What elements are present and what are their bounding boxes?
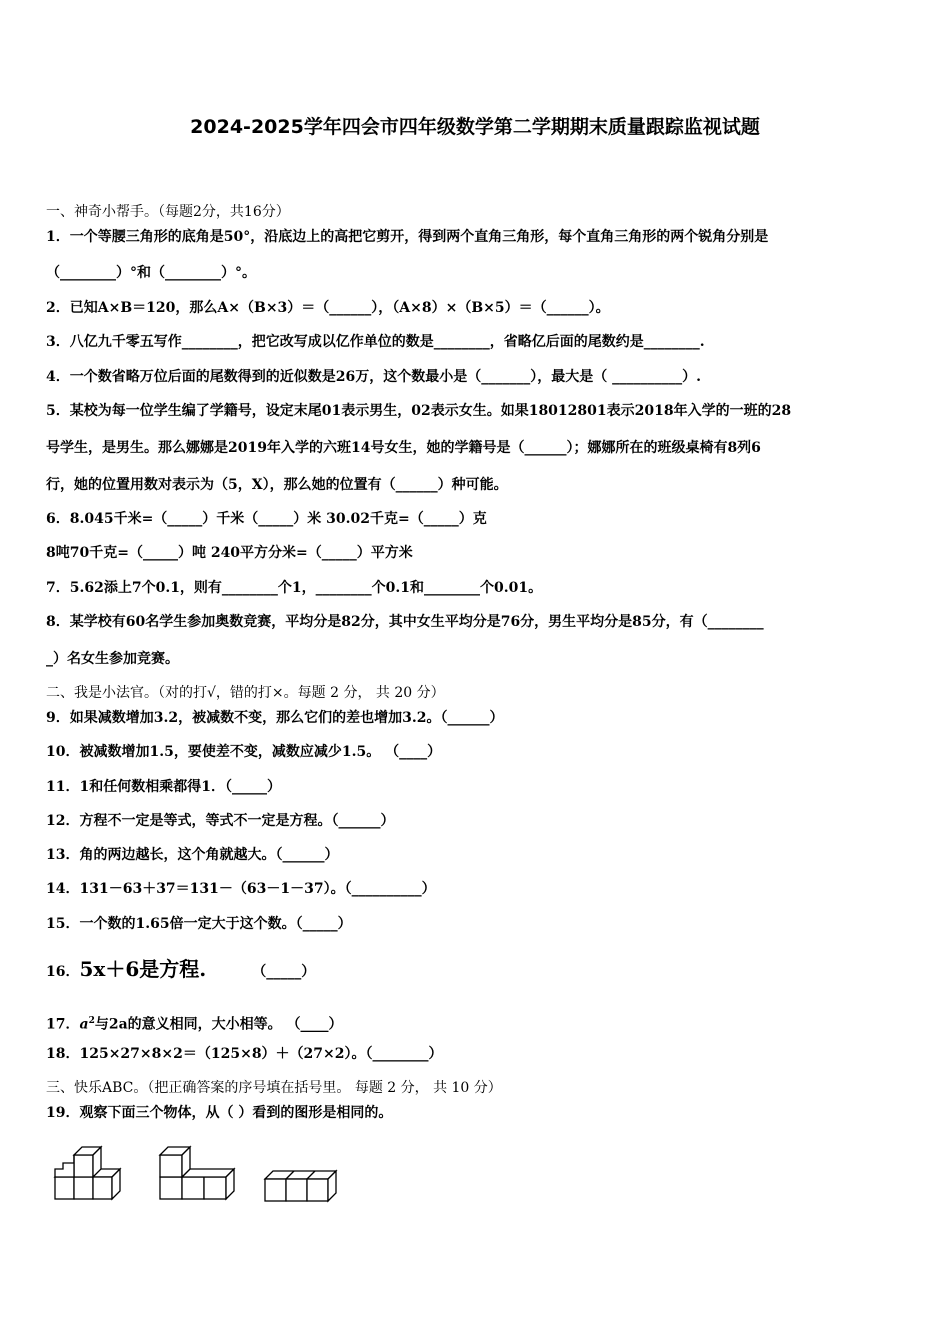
question-16-number: 16． <box>46 964 80 980</box>
section-1-heading: 一、神奇小帮手。（每题2分，共16分） <box>46 204 290 220</box>
question-11: 11．1和任何数相乘都得1．（_____） <box>46 779 281 795</box>
question-14: 14．131－63＋37＝131－（63－1－37）。（__________） <box>46 881 436 897</box>
question-6-line-1: 6．8.045千米=（_____）千米（_____）米 30.02千克=（_____）克 <box>46 511 487 527</box>
question-15: 15．一个数的1.65倍一定大于这个数。（_____） <box>46 916 352 932</box>
question-8-line-1: 8．某学校有60名学生参加奥数竞赛，平均分是82分，其中女生平均分是76分，男生平均分是85分，有（________ <box>46 614 764 630</box>
question-19-figures <box>50 1145 350 1210</box>
question-5-line-2: 号学生，是男生。那么娜娜是2019年入学的六班14号女生，她的学籍号是（______）；娜娜所在的班级桌椅有8列6 <box>46 440 761 456</box>
question-6-line-2: 8吨70千克=（_____）吨 240平方分米=（_____）平方米 <box>46 545 413 561</box>
question-5-line-1: 5．某校为每一位学生编了学籍号，设定末尾01表示男生，02表示女生。如果18012801表示2018年入学的一班的28 <box>46 403 792 419</box>
page-title: 2024-2025学年四会市四年级数学第二学期期末质量跟踪监视试题 <box>190 116 760 138</box>
question-17-variable: a <box>79 1016 89 1033</box>
solid-b <box>160 1147 234 1199</box>
question-17-exponent: 2 <box>88 1016 95 1026</box>
question-10: 10．被减数增加1.5，要使差不变，减数应减少1.5。 （____） <box>46 744 442 760</box>
question-7: 7．5.62添上7个0.1，则有________个1，________个0.1和________个0.01。 <box>46 580 543 596</box>
section-3-heading: 三、快乐ABC。（把正确答案的序号填在括号里。 每题 2 分， 共 10 分） <box>46 1080 502 1096</box>
question-3: 3．八亿九千零五写作________，把它改写成以亿作单位的数是________，省略亿后面的尾数约是________. <box>46 334 705 350</box>
question-16-text: 5x＋6是方程. <box>79 957 207 981</box>
question-17-text: 与2a的意义相同，大小相等。 （____） <box>94 1016 343 1033</box>
question-2: 2．已知A×B＝120，那么A×（B×3）＝（______），（A×8）×（B×5）＝（______）。 <box>46 300 610 316</box>
question-4: 4．一个数省略万位后面的尾数得到的近似数是26万，这个数最小是（_______），最大是（ __________）. <box>46 369 701 385</box>
question-1-line-2: （________）°和（________）°。 <box>46 265 256 281</box>
solid-a <box>55 1147 120 1199</box>
question-9: 9．如果减数增加3.2，被减数不变，那么它们的差也增加3.2。（______） <box>46 710 504 726</box>
section-2-heading: 二、我是小法官。（对的打√，错的打×。每题 2 分， 共 20 分） <box>46 685 445 701</box>
question-1-line-1: 1．一个等腰三角形的底角是50°，沿底边上的高把它剪开，得到两个直角三角形，每个直角三角形的两个锐角分别是 <box>46 229 769 245</box>
question-13: 13．角的两边越长，这个角就越大。（______） <box>46 847 339 863</box>
question-17 <box>46 1012 343 1034</box>
question-17-number: 17． <box>46 1016 80 1033</box>
question-16 <box>46 957 316 981</box>
solid-c <box>265 1171 336 1201</box>
question-5-line-3: 行，她的位置用数对表示为（5，X），那么她的位置有（______）种可能。 <box>46 477 508 493</box>
question-12: 12．方程不一定是等式，等式不一定是方程。（______） <box>46 813 395 829</box>
question-18: 18．125×27×8×2＝（125×8）＋（27×2）。（________） <box>46 1046 443 1062</box>
question-16-blank: （_____） <box>252 964 316 980</box>
question-8-line-2: _）名女生参加竞赛。 <box>46 651 179 667</box>
question-19: 19．观察下面三个物体，从（ ）看到的图形是相同的。 <box>46 1105 393 1121</box>
